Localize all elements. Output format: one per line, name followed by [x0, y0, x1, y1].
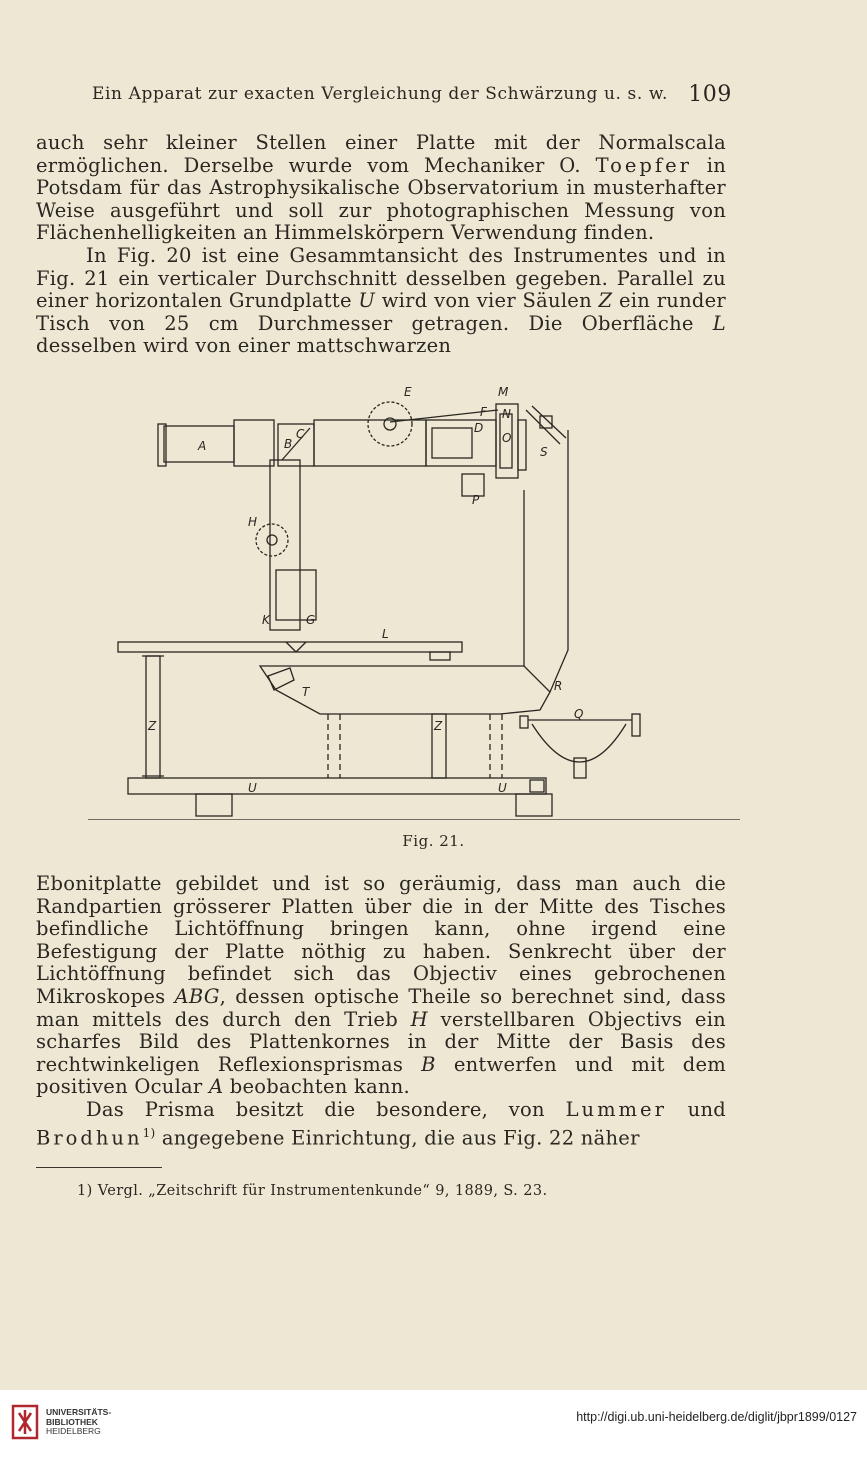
- lens-stack: [432, 428, 472, 458]
- footnote-ref[interactable]: 1): [142, 1125, 156, 1140]
- label-Z-mid: Z: [434, 719, 443, 733]
- label-N: N: [502, 407, 511, 421]
- label-G: G: [306, 613, 316, 627]
- arm-S: [526, 406, 566, 444]
- symbol-Z: Z: [598, 289, 613, 313]
- digitization-footer: [0, 1390, 867, 1458]
- running-title: Ein Apparat zur exacten Vergleichung der Schwärzung u. s. w.: [92, 84, 668, 104]
- text-run: desselben wird von einer mattschwarzen: [36, 334, 452, 358]
- text-run: entwerfen und mit dem positiven Ocular: [36, 1052, 727, 1099]
- label-L: L: [382, 627, 389, 641]
- label-T: T: [302, 685, 310, 699]
- person-name: Toepfer: [595, 153, 692, 177]
- basin-bowl: [532, 724, 626, 762]
- source-url-link[interactable]: http://digi.ub.uni-heidelberg.de/diglit/jbpr1899/0127: [576, 1410, 857, 1424]
- text-run: angegebene Einrichtung, die aus Fig. 22 näher: [161, 1126, 640, 1150]
- library-logo-icon: [10, 1404, 40, 1440]
- light-aperture: [286, 642, 296, 652]
- spring-block: [530, 780, 544, 792]
- footnote: 1) Vergl. „Zeitschrift für Instrumentenkunde“ 9, 1889, S. 23.: [77, 1183, 548, 1199]
- label-P: P: [472, 493, 480, 507]
- paragraph-1: [36, 132, 726, 245]
- knob-T: [268, 668, 294, 690]
- foot-right: [516, 794, 552, 816]
- label-U-right: U: [498, 781, 507, 795]
- light-aperture-2: [296, 642, 306, 652]
- text-run: in Potsdam für das Astrophysikalische Observatorium in musterhafter Weise ausgeführt und soll zur photographischen Messung von Flächenhelligkeiten an Himmelskörpern Verwendung finden.: [36, 153, 726, 245]
- running-head: [92, 82, 732, 107]
- symbol-L: L: [712, 311, 726, 335]
- main-tube: [314, 420, 426, 466]
- text-run: Ebonitplatte gebildet und ist so geräumig, dass man auch die Randpartien grösserer Platten über die in der Mitte des Tisches befindliche Lichtöffnung bringen kann, ohne irgend eine Befestigung der Platte nöthig zu haben. Senkrecht über der Lichtöffnung befindet sich das Objectiv eines gebrochenen Mikroskopes: [36, 872, 726, 1008]
- paragraph-4: [36, 1099, 726, 1150]
- footnote-rule: [36, 1167, 162, 1168]
- prism-housing: [234, 420, 274, 466]
- text-run: verstellbaren Objectivs ein scharfes Bild des Plattenkornes in der Mitte der Basis des rechtwinkeligen Reflexionsprismas: [36, 1007, 726, 1076]
- label-Z-left: Z: [148, 719, 157, 733]
- label-D: D: [474, 421, 484, 435]
- text-run: Das Prisma besitzt die besondere, von: [86, 1097, 545, 1121]
- label-E: E: [404, 385, 412, 399]
- symbol-ABG: ABG: [174, 984, 220, 1008]
- right-frame: [524, 430, 568, 692]
- wheel-E: [368, 402, 412, 446]
- slider: [518, 420, 526, 470]
- body-text-lower: [36, 873, 726, 1150]
- table-support: [430, 652, 450, 660]
- text-run: auch sehr kleiner Stellen einer Platte mit der Normalscala ermöglichen. Derselbe wurde vom Mechaniker O.: [36, 131, 726, 177]
- text-run: beobachten kann.: [229, 1075, 411, 1099]
- label-C: C: [296, 427, 305, 441]
- label-F: F: [480, 405, 487, 419]
- basin-handle-left: [520, 716, 528, 728]
- library-line: UNIVERSITÄTS-: [46, 1407, 112, 1417]
- label-K: K: [262, 613, 270, 627]
- lens-tube: [426, 420, 496, 466]
- round-table: [118, 642, 462, 652]
- figure-21-diagram: [80, 380, 780, 820]
- body-text-upper: [36, 132, 726, 358]
- text-run: , dessen optische Theile so berechnet sind, dass man mittels des durch den Trieb: [36, 984, 726, 1031]
- person-name: Lummer: [565, 1097, 667, 1121]
- label-B: B: [284, 437, 293, 451]
- label-H: H: [248, 515, 258, 529]
- ground-plate: [128, 778, 546, 794]
- foot-left: [196, 794, 232, 816]
- drive-hub: [267, 535, 277, 545]
- label-R: R: [554, 679, 563, 693]
- person-name: Brodhun: [36, 1126, 143, 1150]
- symbol-U: U: [358, 289, 376, 313]
- column-left: [146, 656, 160, 778]
- label-M: M: [498, 385, 509, 399]
- paragraph-2: [36, 245, 726, 358]
- page-number: 109: [688, 82, 732, 107]
- library-name: [46, 1408, 111, 1437]
- symbol-B: B: [421, 1052, 436, 1076]
- eyepiece-rim: [158, 424, 166, 466]
- library-line: BIBLIOTHEK: [46, 1416, 98, 1427]
- text-run: und: [687, 1097, 726, 1121]
- text-run: In Fig. 20 ist eine Gesammtansicht des Instrumentes und in Fig. 21 ein verticaler Durchschnitt desselben gegeben. Parallel zu einer horizontalen Grundplatte: [36, 243, 726, 313]
- label-U-left: U: [248, 781, 257, 795]
- label-S: S: [540, 445, 548, 459]
- library-line: HEIDELBERG: [46, 1426, 101, 1436]
- text-run: wird von vier Säulen: [381, 289, 592, 313]
- figure-caption: Fig. 21.: [402, 832, 465, 850]
- basin-handle-right: [632, 714, 640, 736]
- label-Q: Q: [574, 707, 584, 721]
- symbol-A: A: [208, 1075, 224, 1099]
- paragraph-3: [36, 873, 726, 1099]
- symbol-H: H: [410, 1007, 428, 1031]
- text-run: ein runder Tisch von 25 cm Durchmesser getragen. Die Oberfläche: [36, 289, 727, 335]
- label-A: A: [198, 439, 207, 453]
- drive-wheel-H: [256, 524, 288, 556]
- label-O: O: [502, 431, 512, 445]
